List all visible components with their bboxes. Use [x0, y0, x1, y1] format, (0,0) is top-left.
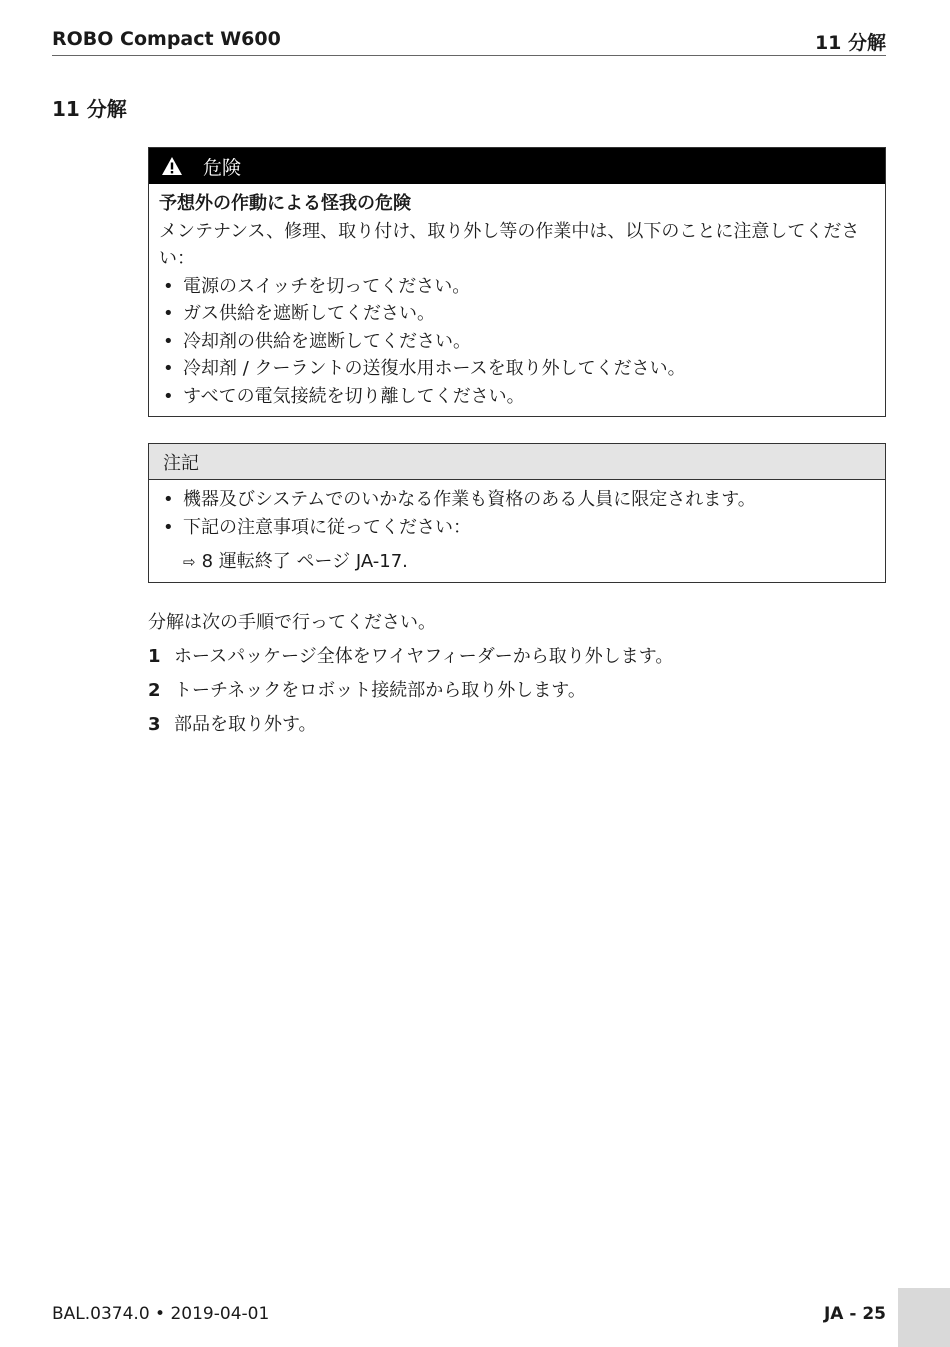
danger-subtitle: 予想外の作動による怪我の危険: [159, 193, 411, 214]
cross-reference-text[interactable]: 8 運転終了 ページ JA-17.: [201, 551, 408, 572]
list-item: • すべての電気接続を切り離してください。: [159, 383, 875, 411]
note-list: [159, 486, 875, 542]
list-item: • 冷却剤 / クーラントの送復水用ホースを取り外してください。: [159, 355, 875, 383]
note-body: [149, 480, 885, 576]
section-title: 11 分解: [52, 97, 127, 121]
danger-header: [149, 148, 885, 184]
danger-label: 危険: [203, 156, 242, 179]
list-item: • 電源のスイッチを切ってください。: [159, 273, 875, 301]
step-text: トーチネックをロボット接続部から取り外します。: [174, 680, 586, 701]
procedure: [148, 609, 888, 745]
warning-triangle-icon: [161, 156, 183, 176]
header-divider: [52, 55, 886, 56]
step-text: 部品を取り外す。: [174, 714, 317, 735]
note-box: [148, 443, 886, 583]
procedure-step: [148, 643, 888, 671]
step-number: 2: [148, 680, 161, 701]
step-number: 3: [148, 714, 161, 735]
list-item: • ガス供給を遮断してください。: [159, 300, 875, 328]
arrow-right-icon: ⇨: [183, 553, 196, 571]
danger-intro: メンテナンス、修理、取り付け、取り外し等の作業中は、以下のことに注意してください：: [159, 220, 860, 269]
footer-doc-id: BAL.0374.0 • 2019-04-01: [52, 1304, 270, 1324]
danger-box: [148, 147, 886, 417]
page-thumb-tab: [898, 1288, 950, 1347]
danger-list: [159, 273, 875, 411]
note-header: 注記: [149, 444, 885, 480]
danger-body: [149, 184, 885, 410]
step-text: ホースパッケージ全体をワイヤフィーダーから取り外します。: [174, 646, 674, 667]
cross-reference[interactable]: [159, 548, 875, 576]
header-chapter: 11 分解: [814, 32, 886, 54]
list-item: • 下記の注意事項に従ってください：: [159, 514, 875, 542]
procedure-intro: 分解は次の手順で行ってください。: [148, 612, 436, 633]
footer-page-number: JA - 25: [823, 1304, 886, 1324]
list-item: • 冷却剤の供給を遮断してください。: [159, 328, 875, 356]
step-number: 1: [148, 646, 161, 667]
list-item: • 機器及びシステムでのいかなる作業も資格のある人員に限定されます。: [159, 486, 875, 514]
procedure-step: [148, 711, 888, 739]
procedure-step: [148, 677, 888, 705]
header-product: ROBO Compact W600: [52, 28, 281, 50]
